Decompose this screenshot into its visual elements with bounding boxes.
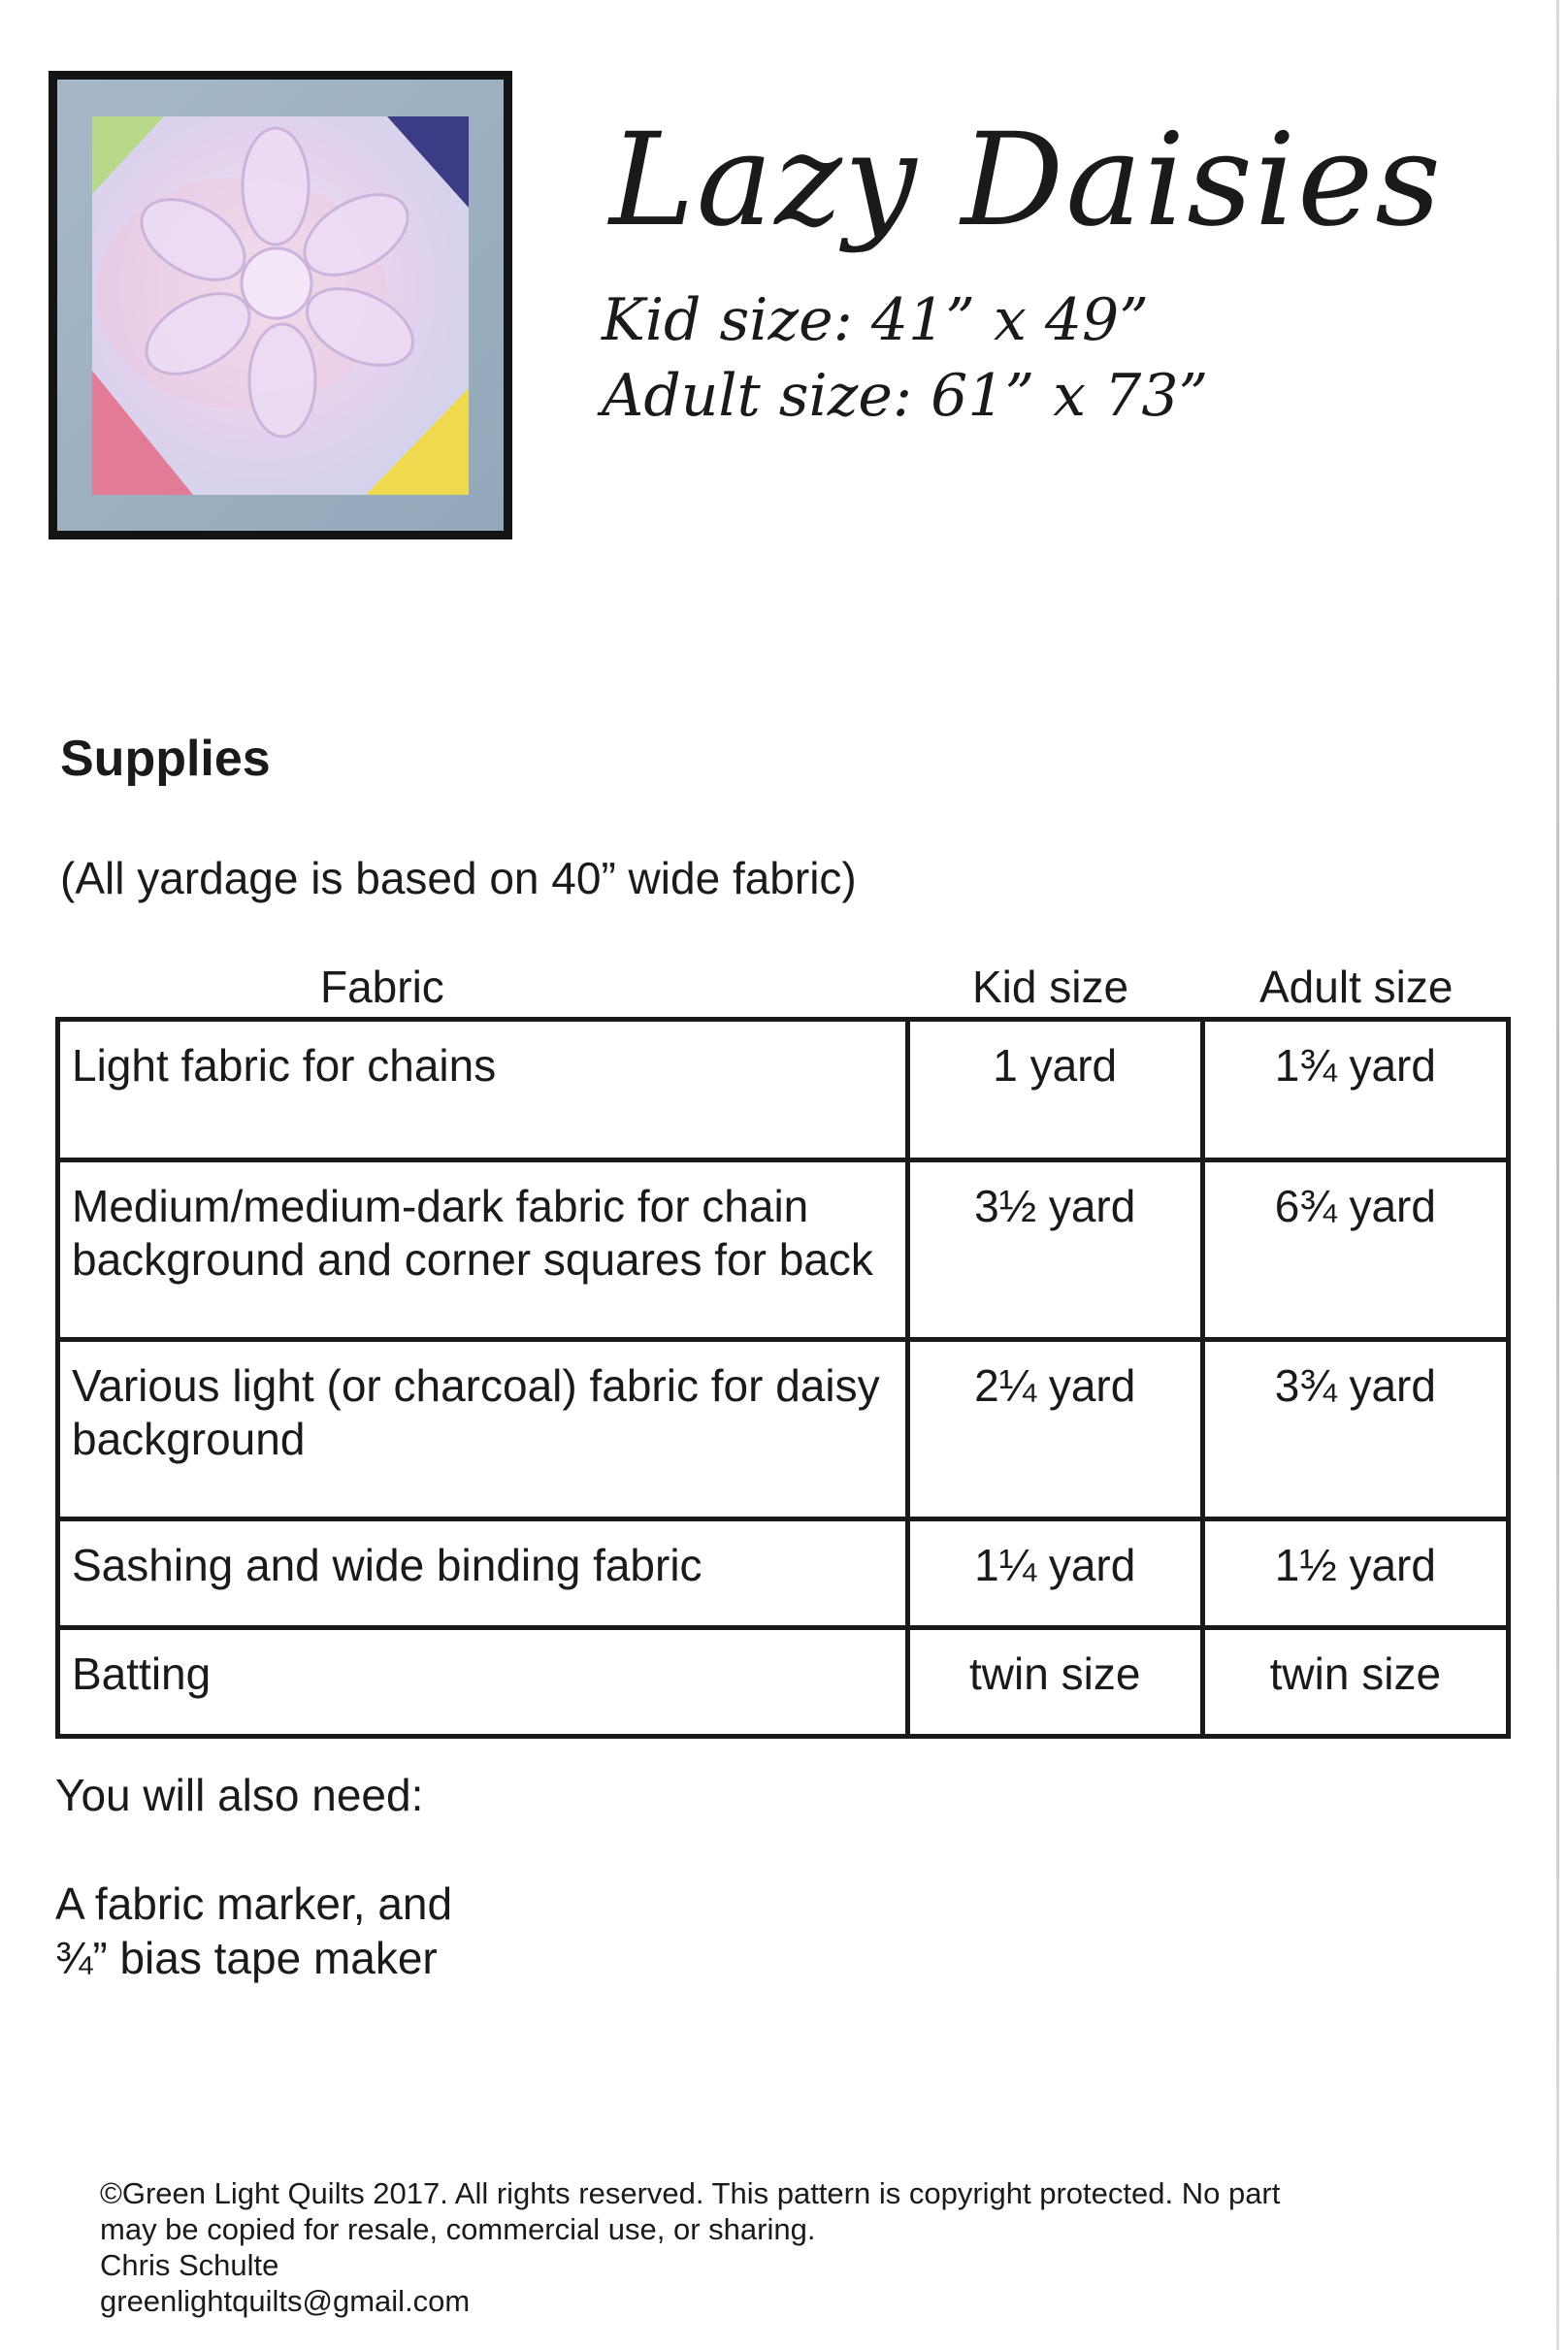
supplies-heading: Supplies bbox=[60, 731, 271, 787]
fabric-cell: Various light (or charcoal) fabric for daisy background bbox=[58, 1340, 908, 1519]
copyright-footer bbox=[100, 2175, 1458, 2319]
list-item: A fabric marker, and bbox=[55, 1878, 453, 1929]
adult-size-dimensions: Adult size: 61” x 73” bbox=[602, 362, 1209, 430]
kid-amount-cell: 1 yard bbox=[907, 1020, 1202, 1160]
adult-amount-cell: 6¾ yard bbox=[1202, 1160, 1508, 1340]
table-row bbox=[58, 1020, 1509, 1160]
table-row bbox=[58, 1628, 1509, 1737]
author-name: Chris Schulte bbox=[100, 2248, 279, 2282]
kid-amount-cell: twin size bbox=[907, 1628, 1202, 1737]
quilt-block-image bbox=[49, 71, 512, 539]
copyright-line-continued: may be copied for resale, commercial use, or sharing. bbox=[100, 2212, 816, 2246]
also-need-list bbox=[55, 1877, 452, 1985]
table-row bbox=[58, 1340, 1509, 1519]
yardage-note: (All yardage is based on 40” wide fabric) bbox=[60, 853, 857, 903]
fabric-cell: Medium/medium-dark fabric for chain background and corner squares for back bbox=[58, 1160, 908, 1340]
author-email: greenlightquilts@gmail.com bbox=[100, 2284, 471, 2318]
scan-edge-divider bbox=[1556, 0, 1559, 2350]
column-header-adult-size: Adult size bbox=[1259, 962, 1454, 1012]
fabric-cell: Sashing and wide binding fabric bbox=[58, 1519, 908, 1628]
fabric-cell: Batting bbox=[58, 1628, 908, 1737]
supplies-table bbox=[55, 1017, 1511, 1739]
also-need-label: You will also need: bbox=[55, 1770, 424, 1820]
table-row bbox=[58, 1160, 1509, 1340]
column-header-kid-size: Kid size bbox=[972, 962, 1129, 1012]
adult-amount-cell: twin size bbox=[1202, 1628, 1508, 1737]
table-row bbox=[58, 1519, 1509, 1628]
pattern-title: Lazy Daisies bbox=[609, 106, 1443, 255]
list-item: ¾” bias tape maker bbox=[55, 1933, 438, 1983]
daisy-quilt-illustration bbox=[57, 80, 504, 531]
copyright-line: ©Green Light Quilts 2017. All rights reserved. This pattern is copyright protected. No part bbox=[100, 2176, 1281, 2210]
adult-amount-cell: 1½ yard bbox=[1202, 1519, 1508, 1628]
adult-amount-cell: 3¾ yard bbox=[1202, 1340, 1508, 1519]
fabric-cell: Light fabric for chains bbox=[58, 1020, 908, 1160]
kid-amount-cell: 2¼ yard bbox=[907, 1340, 1202, 1519]
kid-amount-cell: 1¼ yard bbox=[907, 1519, 1202, 1628]
column-header-fabric: Fabric bbox=[320, 962, 444, 1012]
kid-amount-cell: 3½ yard bbox=[907, 1160, 1202, 1340]
kid-size-dimensions: Kid size: 41” x 49” bbox=[602, 286, 1149, 354]
adult-amount-cell: 1¾ yard bbox=[1202, 1020, 1508, 1160]
